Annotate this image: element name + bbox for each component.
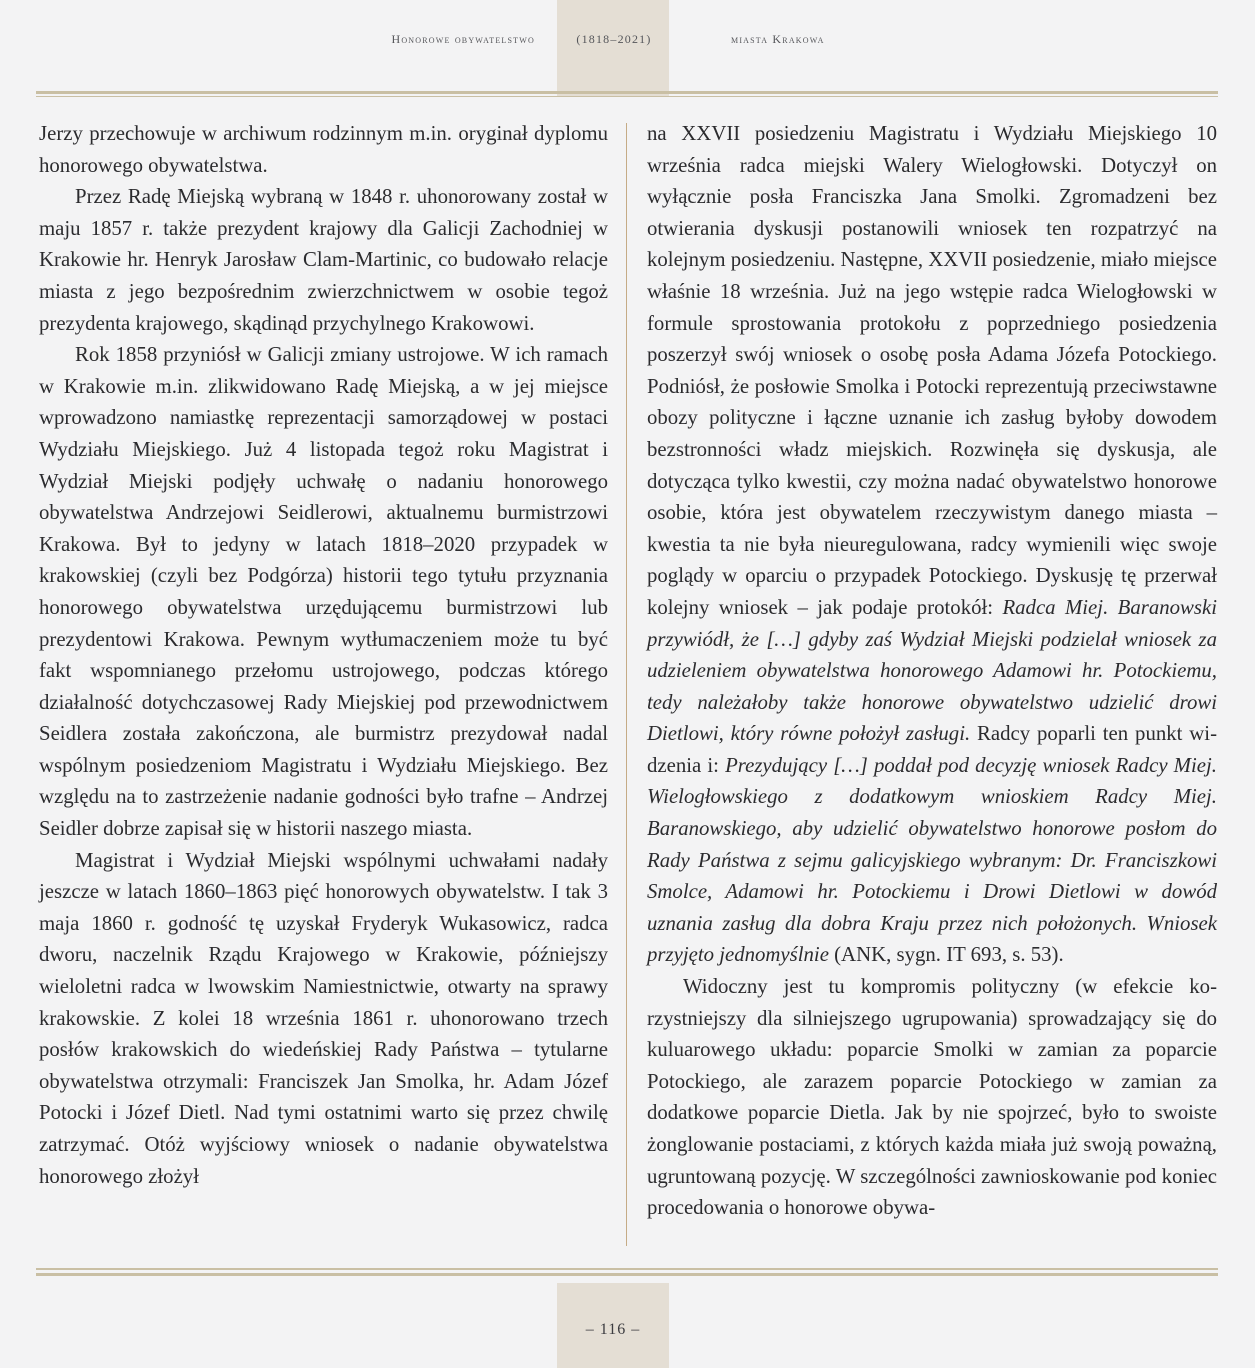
top-rule <box>36 91 1218 94</box>
page-number: – 116 – <box>585 1321 641 1338</box>
column-divider <box>626 123 627 1246</box>
text-run: na XXVII posiedzeniu Magistratu i Wydziału Miejskiego 10 września radca miejski Walery Wielogłowski. Dotyczył on wyłącznie posła Franciszka Jana Smolki. Zgromadzeni bez otwierania dyskusji postanowili wniosek ten rozpatrzyć na kolejnym posiedzeniu. Następne, XXVII posiedzenie, miało miejsce właśnie 18 września. Już na jego wstępie radca Wielogłowski w formule sprostowania protokołu z poprzedniego posiedzenia poszerzył swój wniosek o osobę posła Adama Józefa Potockiego. Podniósł, że posłowie Smolka i Potocki reprezentują przeciwstawne obozy polityczne i łączne uznanie ich zasług byłoby dowodem bezstronności władz miejskich. Rozwinęła się dyskusja, ale dotycząca tylko kwestii, czy można nadać obywatelstwo honorowe osobie, która jest obywatelem rzeczywistym danego miasta – kwestia ta nie była nieuregulowana, radcy wymienili więc swoje poglądy w oparciu o przypadek Potockiego. Dyskusję tę przerwał kolejny wniosek – jak podaje protokół: <box>647 122 1218 619</box>
header-center-band <box>557 0 669 96</box>
running-head-right: miasta Krakowa <box>731 32 825 46</box>
citation: (ANK, sygn. IT 693, s. 53). <box>828 943 1064 967</box>
running-head-center: (1818–2021) <box>576 32 652 46</box>
quotation: Radca Miej. Baranowski przywiódł, że […] gdyby zaś Wydział Miejski podzielał wniosek za udzieleniem obywatelstwa honorowego Adamowi hr. Potockiemu, tedy należałoby także honorowe obywatelstwo udzielić drowi Dietlowi, który równe położył zasługi. <box>647 595 1218 746</box>
bottom-rule-thin <box>36 1268 1218 1270</box>
text-run: Radcy poparli ten punkt widzenia i: <box>647 722 1217 777</box>
paragraph: Przez Radę Miejską wybraną w 1848 r. uhonorowany został w maju 1857 r. także prezydent krajowy dla Galicji Zachodniej w Krakowie hr. Henryk Jarosław Clam-Martinic, co budowało relacje miasta z jego bezpośrednim zwierzchnictwem w osobie tegoż prezydenta krajowego, skądinąd przychylnego Krakowowi. <box>39 185 608 335</box>
paragraph: Jerzy przechowuje w archiwum rodzinnym m.in. oryginał dyplomu honorowego obywatelstwa. <box>39 122 608 177</box>
right-column <box>647 118 1217 1224</box>
top-rule-thin <box>36 96 1218 97</box>
paragraph: Widoczny jest tu kompromis polityczny (w efekcie korzystniejszy dla silniejszego ugrupowania) sprowadzający się do kuluarowego układu: poparcie Smolki w zamian za poparcie Potockiego, ale zarazem poparcie Potockiego w zamian za dodatkowe poparcie Dietla. Jak by nie spojrzeć, było to swoiste żonglowanie postaciami, z których każda miała już swoją poważną, ugruntowaną pozycję. W szczególności zawnioskowanie pod koniec procedowania o honorowe obywa- <box>647 975 1217 1220</box>
bottom-rule <box>36 1273 1218 1276</box>
paragraph: Magistrat i Wydział Miejski wspólnymi uchwałami nadały jeszcze w latach 1860–1863 pięć honorowych obywatelstw. I tak 3 maja 1860 r. godność tę uzyskał Fryderyk Wukasowicz, radca dworu, naczelnik Rządu Krajowego w Krakowie, późniejszy wieloletni radca w lwowskim Namiestnictwie, otwarty na sprawy krakowskie. Z kolei 18 września 1861 r. uhonorowano trzech posłów krakowskich do wiedeńskiej Rady Państwa – tytularne obywatelstwa otrzymali: Franciszek Jan Smolka, hr. Adam Józef Potocki i Józef Dietl. Nad tymi ostatnimi warto się przez chwilę zatrzymać. Otóż wyjściowy wniosek o nadanie obywatelstwa honorowego złożył <box>39 848 608 1188</box>
running-head-left: Honorowe obywatelstwo <box>391 32 535 46</box>
left-column <box>39 118 608 1192</box>
quotation: Prezydujący […] poddał pod decyzję wniosek Radcy Miej. Wielogłowskiego z dodatkowym wnioskiem Radcy Miej. Baranowskiego, aby udzielić obywatelstwo honorowe posłom do Rady Państwa z sejmu galicyjskiego wybranym: Dr. Franciszkowi Smolce, Adamowi hr. Potockiemu i Drowi Dietlowi w dowód uznania zasług dla dobra Kraju przez nich położonych. Wniosek przyjęto jednomyślnie <box>647 753 1217 967</box>
paragraph <box>647 118 1217 971</box>
paragraph: Rok 1858 przyniósł w Galicji zmiany ustrojowe. W ich ramach w Krakowie m.in. zlikwidowano Radę Miejską, a w jej miejsce wprowadzono namiastkę reprezentacji samorządowej w postaci Wydziału Miejskiego. Już 4 listopada tegoż roku Magistrat i Wydział Miejski podjęły uchwałę o nadaniu honorowego obywatelstwa Andrzejowi Seidlerowi, aktualnemu burmistrzowi Krakowa. Był to jedyny w latach 1818–2020 przypadek w krakowskiej (czyli bez Podgórza) historii tego tytułu przyznania honorowego obywatelstwa urzędującemu burmistrzowi lub prezydentowi Krakowa. Pewnym wytłumaczeniem może tu być fakt wspomnianego przełomu ustrojowego, podczas którego działalność dotychczasowej Rady Miejskiej pod przewodnictwem Seidlera została zakończona, ale burmistrz prezydował nadal wspólnym posiedzeniom Magistratu i Wydziału Miejskiego. Bez względu na to zastrzeżenie nadanie godności było trafne – Andrzej Seidler dobrze zapisał się w historii naszego miasta. <box>39 343 608 841</box>
